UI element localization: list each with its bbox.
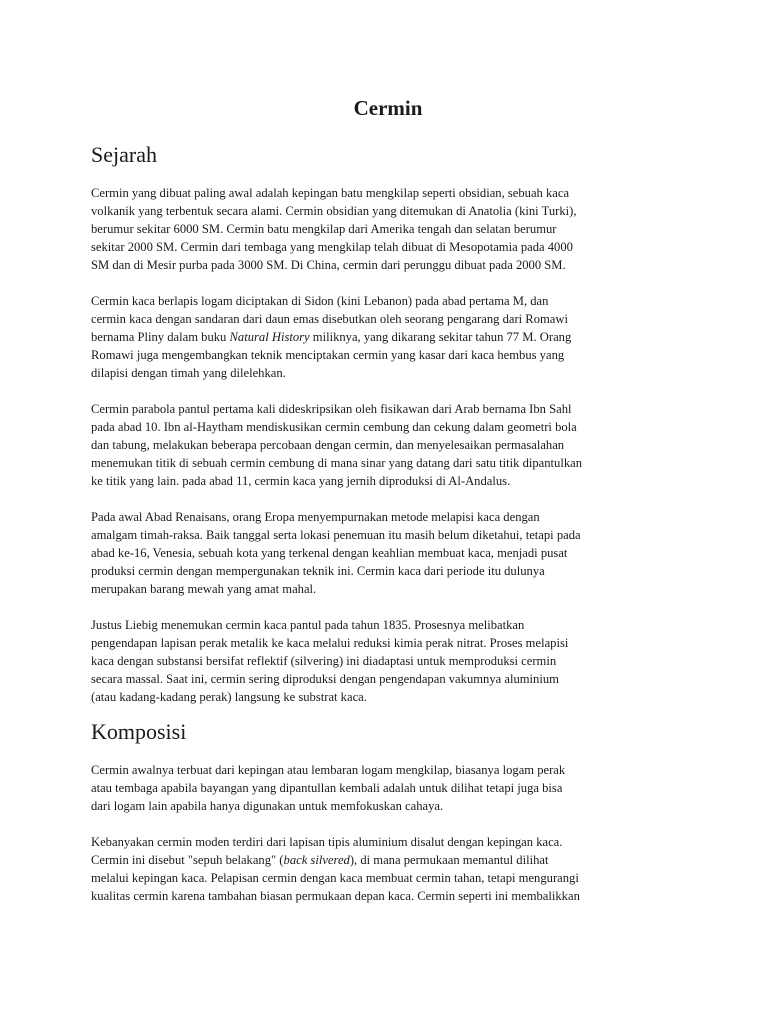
document-body xyxy=(91,95,685,923)
text-line: melalui kepingan kaca. Pelapisan cermin dengan kaca membuat cermin tahan, tetapi mengurangi xyxy=(91,871,579,885)
text-line: Romawi juga mengembangkan teknik menciptakan cermin yang kasar dari kaca hembus yang xyxy=(91,348,565,362)
text-line: pengendapan lapisan perak metalik ke kaca melalui reduksi kimia perak nitrat. Proses melapisi xyxy=(91,636,569,650)
paragraph-sejarah-4 xyxy=(91,508,685,598)
term-italic: back silvered xyxy=(283,853,350,867)
text-line: secara massal. Saat ini, cermin sering diproduksi dengan pengendapan vakumnya aluminium xyxy=(91,672,559,686)
text-line: (atau kadang-kadang perak) langsung ke substrat kaca. xyxy=(91,690,367,704)
text-line: volkanik yang terbentuk secara alami. Cermin obsidian yang ditemukan di Anatolia (kini Turki), xyxy=(91,204,577,218)
text-line xyxy=(91,851,685,869)
book-title-italic: Natural History xyxy=(229,330,310,344)
text-line: Cermin kaca berlapis logam diciptakan di Sidon (kini Lebanon) pada abad pertama M, dan xyxy=(91,294,549,308)
text-line: berumur sekitar 6000 SM. Cermin batu mengkilap dari Amerika tengah dan selatan berumur xyxy=(91,222,557,236)
text-line: merupakan barang mewah yang amat mahal. xyxy=(91,582,317,596)
text-line: dilapisi dengan timah yang dilelehkan. xyxy=(91,366,286,380)
section-heading-sejarah: Sejarah xyxy=(91,142,157,167)
text-line: Kebanyakan cermin moden terdiri dari lapisan tipis aluminium disalut dengan kepingan kaca. xyxy=(91,835,563,849)
text-line: atau tembaga apabila bayangan yang dipantullan kembali adalah untuk dilihat tetapi juga bisa xyxy=(91,781,563,795)
text-line: pada abad 10. Ibn al-Haytham mendiskusikan cermin cembung dan cekung dalam geometri bola xyxy=(91,420,577,434)
text-line: menemukan titik di sebuah cermin cembung di mana sinar yang datang dari satu titik dipantulkan xyxy=(91,456,583,470)
text-line xyxy=(91,328,685,346)
text-line: Cermin yang dibuat paling awal adalah kepingan batu mengkilap seperti obsidian, sebuah kaca xyxy=(91,186,570,200)
text-line: dari logam lain apabila hanya digunakan untuk memfokuskan cahaya. xyxy=(91,799,444,813)
text-line: ke titik yang lain. pada abad 11, cermin kaca yang jernih diproduksi di Al-Andalus. xyxy=(91,474,511,488)
text-line: dan tabung, melakukan beberapa percobaan dengan cermin, dan menyelesaikan permasalahan xyxy=(91,438,565,452)
text-line: Pada awal Abad Renaisans, orang Eropa menyempurnakan metode melapisi kaca dengan xyxy=(91,510,540,524)
text-line: amalgam timah-raksa. Baik tanggal serta lokasi penemuan itu masih belum diketahui, tetapi pada xyxy=(91,528,581,542)
paragraph-sejarah-5 xyxy=(91,616,685,706)
text-line: kualitas cermin karena tambahan biasan permukaan depan kaca. Cermin seperti ini membalikkan xyxy=(91,889,580,903)
paragraph-sejarah-3 xyxy=(91,400,685,490)
text-fragment: ), di mana permukaan memantul dilihat xyxy=(349,853,549,867)
paragraph-sejarah-2 xyxy=(91,292,685,382)
text-line: cermin kaca dengan sandaran dari daun emas disebutkan oleh seorang pengarang dari Romawi xyxy=(91,312,568,326)
section-heading-komposisi: Komposisi xyxy=(91,719,187,744)
text-line: produksi cermin dengan mempergunakan teknik ini. Cermin kaca dari periode itu dulunya xyxy=(91,564,545,578)
text-line: abad ke-16, Venesia, sebuah kota yang terkenal dengan keahlian membuat kaca, menjadi pusat xyxy=(91,546,568,560)
text-line: SM dan di Mesir purba pada 3000 SM. Di China, cermin dari perunggu dibuat pada 2000 SM. xyxy=(91,258,566,272)
text-fragment: miliknya, yang dikarang sekitar tahun 77 M. Orang xyxy=(309,330,572,344)
text-line: Cermin awalnya terbuat dari kepingan atau lembaran logam mengkilap, biasanya logam perak xyxy=(91,763,566,777)
text-fragment: bernama Pliny dalam buku xyxy=(91,330,230,344)
text-line: kaca dengan substansi bersifat reflektif (silvering) ini diadaptasi untuk memproduksi cermin xyxy=(91,654,557,668)
text-line: Cermin parabola pantul pertama kali dideskripsikan oleh fisikawan dari Arab bernama Ibn Sahl xyxy=(91,402,572,416)
text-line: Justus Liebig menemukan cermin kaca pantul pada tahun 1835. Prosesnya melibatkan xyxy=(91,618,525,632)
text-line: sekitar 2000 SM. Cermin dari tembaga yang mengkilap telah dibuat di Mesopotamia pada 4000 xyxy=(91,240,573,254)
text-fragment: Cermin ini disebut "sepuh belakang" ( xyxy=(91,853,284,867)
document-title: Cermin xyxy=(353,96,423,120)
paragraph-sejarah-1 xyxy=(91,184,685,274)
paragraph-komposisi-2 xyxy=(91,833,685,905)
paragraph-komposisi-1 xyxy=(91,761,685,815)
